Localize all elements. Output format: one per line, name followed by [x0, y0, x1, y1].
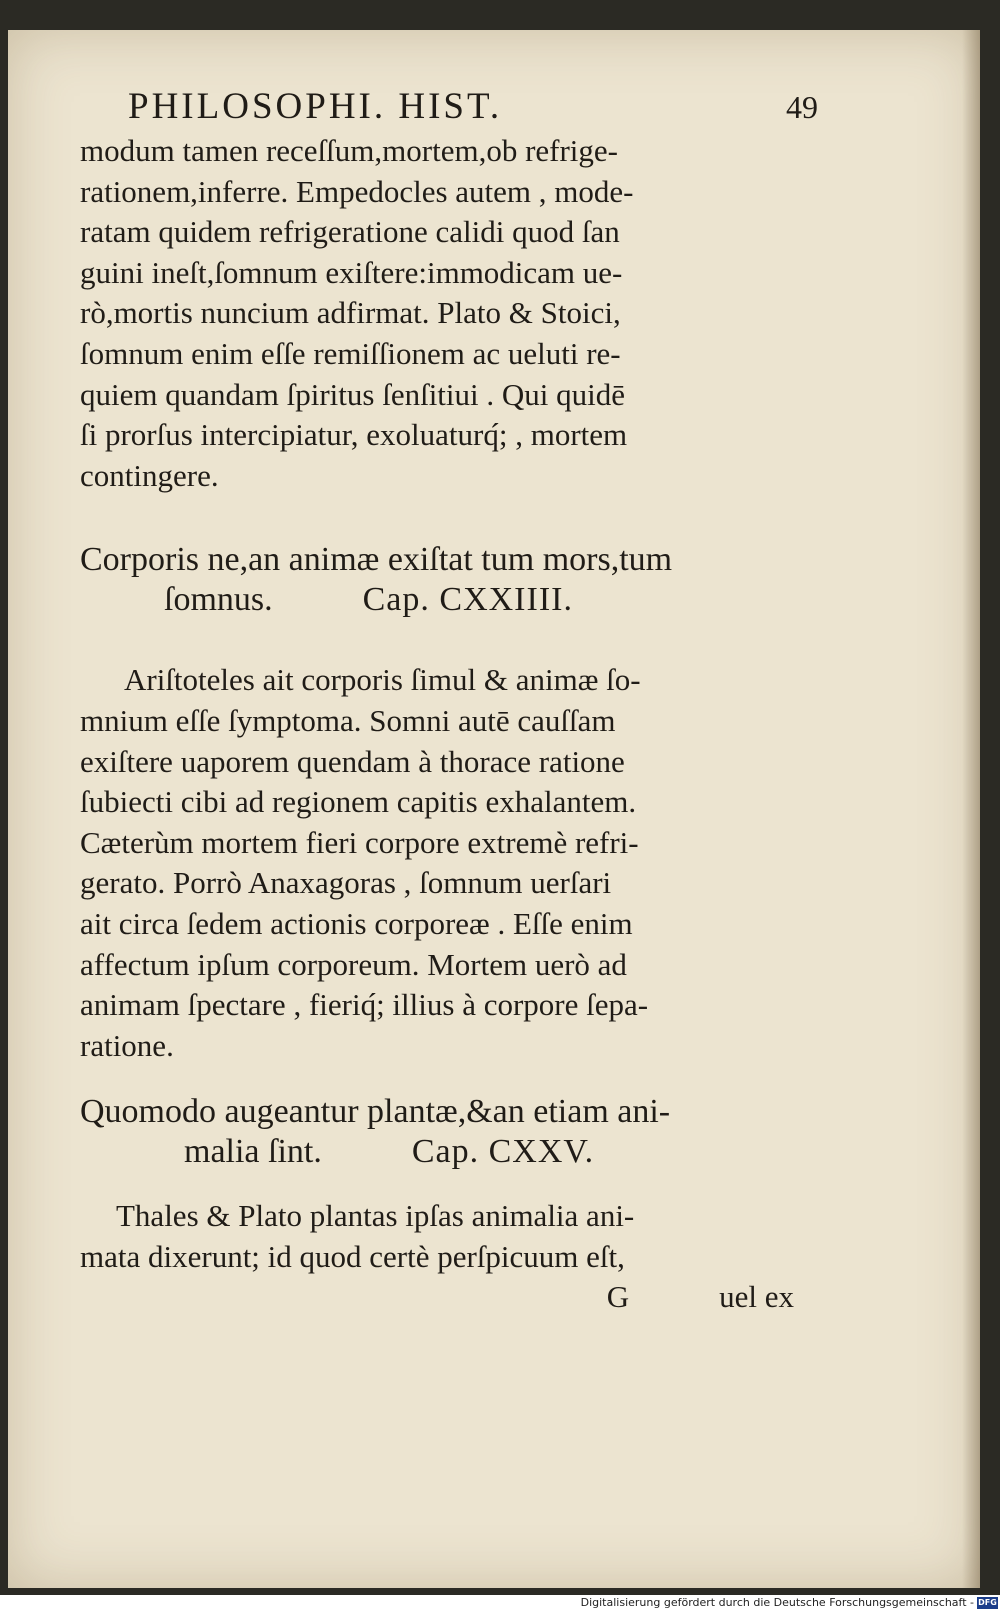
chapter-heading-124 [80, 540, 810, 620]
text-line: modum tamen receſſum,mortem,ob refrige- [80, 133, 619, 168]
chapter-title-line [80, 1132, 810, 1172]
page-text [80, 86, 818, 1317]
text-line: gerato. Porrò Anaxagoras , ſomnum uerſari [80, 865, 612, 901]
text-line: ſi prorſus intercipiatur, exoluaturq́; , mortem [80, 417, 628, 453]
chapter-heading-125 [80, 1092, 810, 1172]
catch-line [80, 1277, 810, 1317]
text-line: rò,mortis nuncium adfirmat. Plato & Stoici, [80, 295, 621, 331]
text-line: rationem,inferre. Empedocles autem , mode- [80, 173, 634, 209]
chapter-number: Cap. CXXV. [411, 1133, 595, 1171]
text-line: ait circa ſedem actionis corporeæ . Eſſe enim [80, 905, 633, 941]
page-number: 49 [786, 89, 818, 125]
catchword: uel ex [719, 1279, 794, 1315]
footer-credit: Digitalisierung gefördert durch die Deutsche Forschungsgemeinschaft - [580, 1596, 974, 1609]
running-title: PHILOSOPHI. HIST. [128, 86, 503, 127]
text-line: animam ſpectare , fieriq́; illius à corpore ſepa- [80, 987, 649, 1023]
text-line: Ariſtoteles ait corporis ſimul & animæ ſo- [124, 662, 641, 698]
text-line: guini ineſt,ſomnum exiſtere:immodicam ue- [80, 254, 623, 290]
text-line: Cæterùm mortem fieri corpore extremè refri- [80, 824, 639, 860]
chapter-title-end: malia ſint. [184, 1133, 322, 1171]
text-line: quiem quandam ſpiritus ſenſitiui . Qui quidē [80, 376, 626, 412]
text-line: exiſtere uaporem quendam à thorace ratione [80, 743, 625, 779]
text-line: affectum ipſum corporeum. Mortem uerò ad [80, 946, 627, 982]
text-line: ratione. [80, 1027, 174, 1063]
text-line: mata dixerunt; id quod certè perſpicuum eſt, [80, 1238, 625, 1274]
chapter-number: Cap. CXXIIII. [362, 581, 573, 619]
text-line: Thales & Plato plantas ipſas animalia ani- [116, 1198, 635, 1234]
running-header [128, 88, 818, 125]
text-line: contingere. [80, 457, 219, 493]
text-line: ratam quidem refrigeratione calidi quod ſan [80, 214, 620, 250]
dfg-logo-icon: DFG [978, 1598, 997, 1607]
paragraph-1 [80, 131, 810, 496]
signature-mark: G [606, 1279, 630, 1315]
page-edge-shadow [962, 30, 980, 1588]
chapter-title-line: Quomodo augeantur plantæ,&an etiam ani- [80, 1093, 671, 1131]
text-line: ſubiecti cibi ad regionem capitis exhalantem. [80, 784, 637, 820]
text-line: mnium eſſe ſymptoma. Somni autē cauſſam [80, 702, 616, 738]
chapter-title-end: ſomnus. [164, 581, 273, 619]
paragraph-3 [80, 1196, 810, 1277]
paragraph-2 [80, 660, 810, 1066]
chapter-title-line: Corporis ne,an animæ exiſtat tum mors,tum [80, 541, 673, 579]
footer-bar [0, 1595, 1000, 1612]
text-line: ſomnum enim eſſe remiſſionem ac ueluti re- [80, 335, 621, 371]
chapter-title-line [80, 580, 810, 620]
